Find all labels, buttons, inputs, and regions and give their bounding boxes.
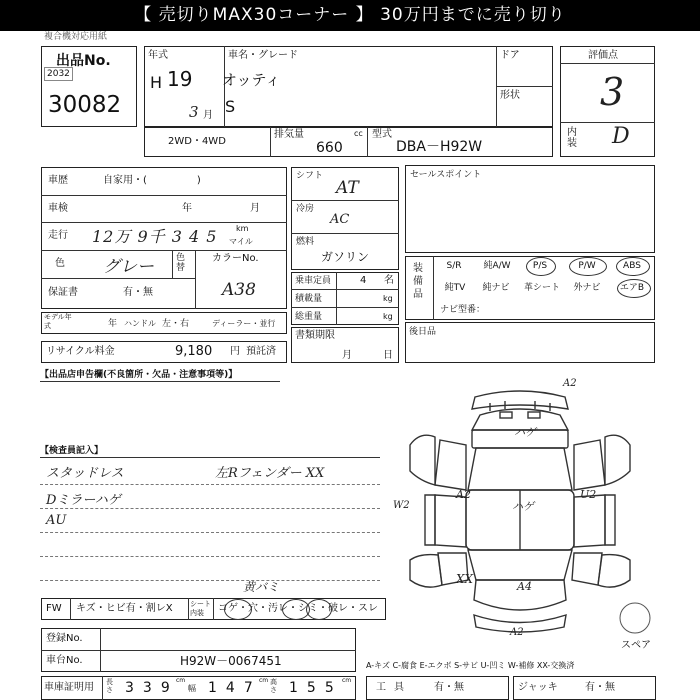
recycle-label: リサイクル料金	[46, 346, 115, 357]
handle-label: ハンドル	[124, 319, 156, 328]
displacement-label: 排気量	[274, 129, 304, 140]
top-note: 複合機対応用紙	[44, 32, 108, 42]
option-abs-circle	[616, 257, 650, 276]
mark-side-w2: W2	[393, 500, 410, 511]
history-value: 自家用・( )	[103, 175, 201, 186]
car-grade: S	[225, 97, 236, 116]
fuel-label: 燃料	[296, 237, 315, 247]
interior-label: 内装	[567, 127, 577, 149]
chassis-label: 車台No.	[46, 655, 83, 666]
weight-unit: kg	[383, 312, 393, 321]
load-unit: kg	[383, 294, 393, 303]
warranty-label: 保証書	[48, 287, 78, 298]
color-label: 色	[55, 258, 65, 269]
weight-label: 総重量	[295, 312, 323, 322]
month-value: 3	[189, 103, 199, 121]
notes-label: 【出品店申告欄(不良箇所・欠品・注意事項等)】	[40, 370, 238, 380]
docs-month: 月	[342, 350, 352, 361]
model-year-year: 年	[108, 319, 118, 329]
capacity-value: 4	[360, 275, 367, 286]
year-label: 年式	[148, 50, 168, 61]
warranty-value: 有・無	[123, 287, 153, 298]
option-pw-circle	[569, 257, 607, 276]
option-ext-navi: 外ナビ	[573, 283, 601, 293]
cert-length-label: 長さ	[106, 678, 113, 694]
mark-roof-hage: ハゲ	[512, 500, 534, 513]
option-leather: 革シート	[523, 283, 560, 293]
sales-point-label: セールスポイント	[410, 170, 482, 180]
fuel-value: ガソリン	[321, 250, 370, 264]
lot-label: 出品No.	[56, 53, 111, 69]
option-airbag-circle	[617, 279, 651, 298]
mark-fender-xx: XX	[456, 572, 474, 586]
recycle-note: 預託済	[246, 346, 276, 357]
score-value: 3	[600, 70, 625, 114]
mark-rear-hage: ハゲ	[514, 426, 536, 439]
fw-label: FW	[46, 603, 62, 614]
seat-label: シート内装	[190, 600, 211, 617]
capacity-unit: 名	[384, 275, 394, 286]
color-no-value: A38	[222, 280, 256, 300]
car-diagram	[380, 375, 660, 660]
option-abs: ABS	[623, 261, 641, 271]
recycle-value: 9,180	[175, 344, 213, 359]
option-tv: 純TV	[444, 283, 466, 293]
displacement-value: 660	[316, 140, 343, 156]
dealer-label: ディーラー・並行	[212, 319, 276, 328]
option-navi: 純ナビ	[482, 283, 510, 293]
title-banner: 【 売切りMAX30コーナー 】 30万円までに売り切り	[0, 0, 700, 31]
note-line-3: AU	[46, 513, 67, 528]
damage-legend: A-キズ C-腐食 E-エクボ S-サビ U-凹ミ W-補修 XX-交換済	[366, 661, 575, 670]
option-airbag: エアB	[619, 283, 645, 293]
door-label: ドア	[500, 50, 520, 61]
option-pw: P/W	[578, 261, 596, 271]
shape-label: 形状	[500, 90, 520, 101]
option-sr: S/R	[446, 261, 462, 271]
jack-label: ジャッキ	[518, 682, 558, 693]
cert-height-label: 高さ	[270, 678, 277, 694]
year-era: H	[150, 73, 163, 92]
mark-right-u2: U2	[580, 488, 597, 501]
later-items-box	[405, 322, 655, 363]
mark-left-a2: A2	[456, 488, 471, 501]
history-label: 車歴	[48, 175, 68, 186]
shift-value: AT	[336, 178, 359, 198]
koge-circle	[224, 599, 252, 620]
mark-front-a2: A2	[510, 627, 524, 638]
model-label: 型式	[372, 129, 392, 140]
lot-number-box	[41, 46, 137, 127]
cert-width: 147	[208, 680, 262, 696]
cert-height-unit: cm	[342, 677, 352, 684]
option-ps-circle	[526, 257, 556, 276]
displacement-unit: cc	[354, 129, 363, 138]
interior-value: D	[612, 124, 630, 149]
mileage-value: 12万 9千 3 4 5	[92, 227, 218, 246]
cert-width-unit: cm	[259, 677, 269, 684]
color-value: グレー	[103, 257, 154, 277]
option-aw: 純A/W	[483, 261, 511, 271]
inspector-label: 【検査員記入】	[40, 446, 104, 456]
cert-height: 155	[289, 680, 343, 696]
option-ps: P/S	[532, 261, 548, 271]
note-line-1: スタッドレス	[46, 466, 124, 481]
seat-items: コゲ・穴・汚レ・シミ・破レ・スレ	[218, 603, 378, 614]
navi-model-label: ナビ型番：	[440, 305, 486, 315]
lot-number: 30082	[48, 92, 122, 118]
mileage-label: 走行	[48, 230, 68, 241]
recycle-unit: 円	[230, 346, 240, 357]
reg-label: 登録No.	[46, 633, 83, 644]
cert-length: 339	[125, 680, 179, 696]
year-value: 19	[167, 67, 193, 91]
tools-label: 工具	[376, 682, 412, 693]
inspection-year: 年	[182, 203, 192, 214]
later-items-label: 後日品	[409, 327, 437, 337]
cert-width-label: 幅	[188, 684, 196, 693]
score-label: 評価点	[588, 50, 618, 61]
lot-stamp: 2032	[44, 67, 73, 81]
capacity-label: 乗車定員	[295, 276, 332, 286]
color-no-label: カラーNo.	[212, 253, 259, 264]
model-value: DBA－H92W	[396, 139, 483, 155]
mark-hood-a4: A4	[517, 580, 532, 593]
ac-label: 冷房	[296, 204, 315, 214]
fw-items: キズ・ヒビ有・割レX	[76, 603, 173, 614]
docs-label: 書類期限	[295, 330, 335, 341]
handle-value: 左・右	[162, 319, 190, 329]
chassis-value: H92W－0067451	[180, 654, 282, 668]
note-right: 左Rフェンダー XX	[215, 466, 325, 481]
shimi-circle	[306, 599, 332, 620]
cert-label: 車庫証明用	[44, 682, 94, 693]
inspection-label: 車検	[48, 203, 68, 214]
model-year-label: モデル年式	[44, 313, 72, 330]
month-unit: 月	[203, 110, 213, 121]
load-label: 積載量	[295, 294, 323, 304]
mileage-unit-mile: マイル	[229, 237, 253, 246]
equip-label: 装備品	[413, 263, 423, 300]
color-change-label: 色替	[176, 253, 186, 273]
mileage-unit-km: km	[236, 224, 249, 233]
note-line-2: Dミラーハゲ	[46, 493, 121, 508]
jack-value: 有・無	[585, 682, 615, 693]
car-name: オッティ	[222, 71, 281, 89]
docs-day: 日	[383, 350, 393, 361]
spare-label: スペア	[621, 640, 651, 651]
shift-label: シフト	[296, 171, 324, 181]
drive-type: 2WD・4WD	[168, 136, 226, 147]
name-label: 車名・グレード	[228, 50, 298, 61]
ac-value: AC	[330, 212, 350, 227]
seat-handwritten: 黄バミ	[243, 580, 280, 594]
cert-length-unit: cm	[176, 677, 186, 684]
inspection-month: 月	[250, 203, 260, 214]
tools-value: 有・無	[434, 682, 464, 693]
mark-rear-a2: A2	[563, 378, 577, 389]
